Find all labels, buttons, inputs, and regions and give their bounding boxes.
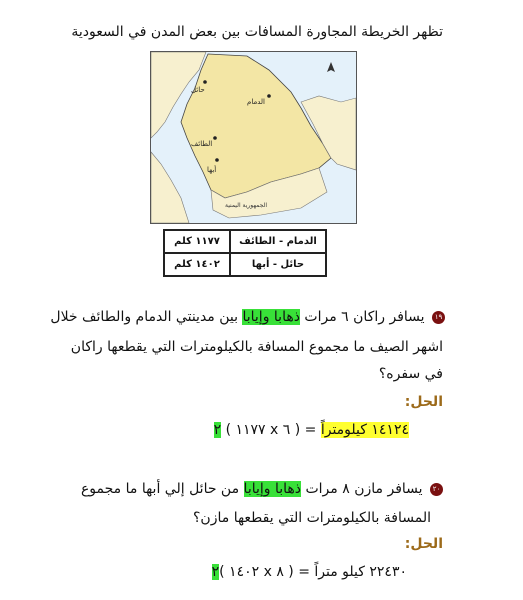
- q19-line1-start: يسافر راكان ٦ مرات: [304, 309, 425, 325]
- q19-eq-mid: ( ١١٧٧ x ٦ ) =: [221, 422, 321, 438]
- table-row: [164, 253, 326, 276]
- q20-highlight-round-trip: ذهابا وإيابا: [243, 481, 302, 497]
- route-cell: حائل - أبها: [230, 253, 326, 276]
- q20-line1-start: يسافر مازن ٨ مرات: [305, 481, 423, 497]
- page-title: تظهر الخريطة المجاورة المسافات بين بعض المدن في السعودية: [71, 24, 443, 40]
- distance-cell: ١١٧٧ كلم: [164, 230, 230, 253]
- map-label-dammam: الدمام: [247, 98, 265, 106]
- map-label-hail: حائل: [191, 86, 205, 94]
- q20-equation: [212, 564, 407, 580]
- q20-line1: [81, 481, 443, 497]
- q19-line2: اشهر الصيف ما مجموع المسافة بالكيلومترات التي يقطعها راكان: [70, 339, 443, 355]
- q19-line1-end: بين مدينتي الدمام والطائف خلال: [50, 309, 239, 325]
- q20-line2: المسافة بالكيلومترات التي يقطعها مازن؟: [193, 510, 431, 526]
- map-label-abha: أبها: [207, 166, 217, 174]
- q20-eq-mid: ( ١٤٠٢ x ٨ ) =: [219, 564, 315, 580]
- q20-line1-end: من حائل إلي أبها ما مجموع: [80, 481, 240, 497]
- q19-line1: [50, 309, 445, 325]
- q20-number-badge: ٢٠: [430, 483, 443, 496]
- abha-marker: [215, 158, 219, 162]
- q19-line3: في سفره؟: [378, 366, 443, 382]
- q19-eq-start: ٢: [213, 422, 222, 438]
- q19-number-badge: ١٩: [432, 311, 445, 324]
- map-graphic: [151, 52, 356, 223]
- route-cell: الدمام - الطائف: [230, 230, 326, 253]
- q19-answer-label: الحل:: [404, 394, 443, 410]
- dammam-marker: [267, 94, 271, 98]
- distance-cell: ١٤٠٢ كلم: [164, 253, 230, 276]
- map-label-taif: الطائف: [191, 140, 213, 148]
- q19-eq-result: ١٤١٢٤ كيلومتراً: [320, 422, 409, 438]
- taif-marker: [213, 136, 217, 140]
- saudi-map: [150, 51, 357, 224]
- q20-eq-start: ٢: [211, 564, 220, 580]
- map-label-yemen: الجمهورية اليمنية: [225, 202, 268, 209]
- q20-eq-result: ٢٢٤٣٠ كيلو متراً: [314, 564, 407, 580]
- hail-marker: [203, 80, 207, 84]
- q20-answer-label: الحل:: [404, 536, 443, 552]
- q19-equation: [214, 422, 409, 438]
- table-row: [164, 230, 326, 253]
- q19-highlight-round-trip: ذهابا وإيابا: [242, 309, 300, 325]
- distance-table: [163, 229, 327, 277]
